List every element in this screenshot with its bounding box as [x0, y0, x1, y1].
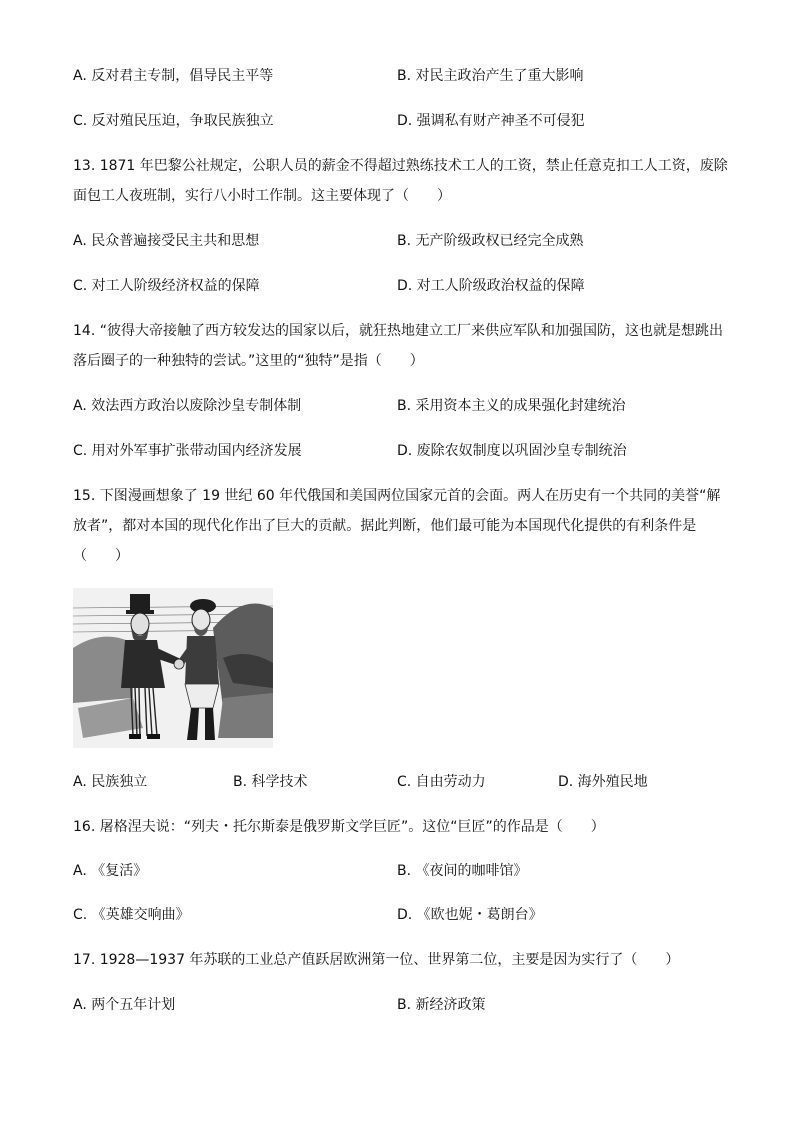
option-b[interactable]: B. 对民主政治产生了重大影响 — [397, 68, 584, 84]
option-d[interactable]: D. 强调私有财产神圣不可侵犯 — [397, 113, 585, 129]
q15-option-a[interactable]: A. 民族独立 — [73, 774, 148, 790]
q15-option-d[interactable]: D. 海外殖民地 — [558, 774, 648, 790]
q15-option-c[interactable]: C. 自由劳动力 — [397, 774, 486, 790]
q13-option-c[interactable]: C. 对工人阶级经济权益的保障 — [73, 278, 260, 294]
question-15-text: 放者”，都对本国的现代化作出了巨大的贡献。据此判断，他们最可能为本国现代化提供的有利条件是 — [73, 518, 697, 534]
cartoon-illustration — [73, 588, 273, 748]
question-13-text: 13. 1871 年巴黎公社规定，公职人员的薪金不得超过熟练技术工人的工资，禁止任意克扣工人工资，废除 — [73, 158, 728, 174]
question-16-text: 16. 屠格涅夫说：“列夫・托尔斯泰是俄罗斯文学巨匠”。这位“巨匠”的作品是（ ） — [73, 819, 605, 835]
q14-option-b[interactable]: B. 采用资本主义的成果强化封建统治 — [397, 398, 626, 414]
q14-option-a[interactable]: A. 效法西方政治以废除沙皇专制体制 — [73, 398, 302, 414]
q14-option-c[interactable]: C. 用对外军事扩张带动国内经济发展 — [73, 443, 302, 459]
question-15-text: （ ） — [73, 548, 129, 564]
q17-option-b[interactable]: B. 新经济政策 — [397, 997, 486, 1013]
q16-option-a[interactable]: A. 《复活》 — [73, 863, 148, 879]
question-15-text: 15. 下图漫画想象了 19 世纪 60 年代俄国和美国两位国家元首的会面。两人在历史有一个共同的美誉“解 — [73, 488, 721, 504]
q16-option-c[interactable]: C. 《英雄交响曲》 — [73, 907, 190, 923]
q15-option-b[interactable]: B. 科学技术 — [233, 774, 308, 790]
q16-option-d[interactable]: D. 《欧也妮・葛朗台》 — [397, 907, 543, 923]
cartoon-image — [73, 588, 273, 748]
question-17-text: 17. 1928—1937 年苏联的工业总产值跃居欧洲第一位、世界第二位，主要是因为实行了（ ） — [73, 952, 680, 968]
option-a[interactable]: A. 反对君主专制，倡导民主平等 — [73, 68, 274, 84]
q13-option-b[interactable]: B. 无产阶级政权已经完全成熟 — [397, 233, 584, 249]
q13-option-d[interactable]: D. 对工人阶级政治权益的保障 — [397, 278, 585, 294]
q13-option-a[interactable]: A. 民众普遍接受民主共和思想 — [73, 233, 260, 249]
option-c[interactable]: C. 反对殖民压迫，争取民族独立 — [73, 113, 274, 129]
q14-option-d[interactable]: D. 废除农奴制度以巩固沙皇专制统治 — [397, 443, 627, 459]
q16-option-b[interactable]: B. 《夜间的咖啡馆》 — [397, 863, 528, 879]
question-14-text: 落后圈子的一种独特的尝试。”这里的“独特”是指（ ） — [73, 353, 424, 369]
question-13-text: 面包工人夜班制，实行八小时工作制。这主要体现了（ ） — [73, 188, 451, 204]
question-14-text: 14. “彼得大帝接触了西方较发达的国家以后，就狂热地建立工厂来供应军队和加强国防，这也就是想跳出 — [73, 323, 723, 339]
q17-option-a[interactable]: A. 两个五年计划 — [73, 997, 176, 1013]
